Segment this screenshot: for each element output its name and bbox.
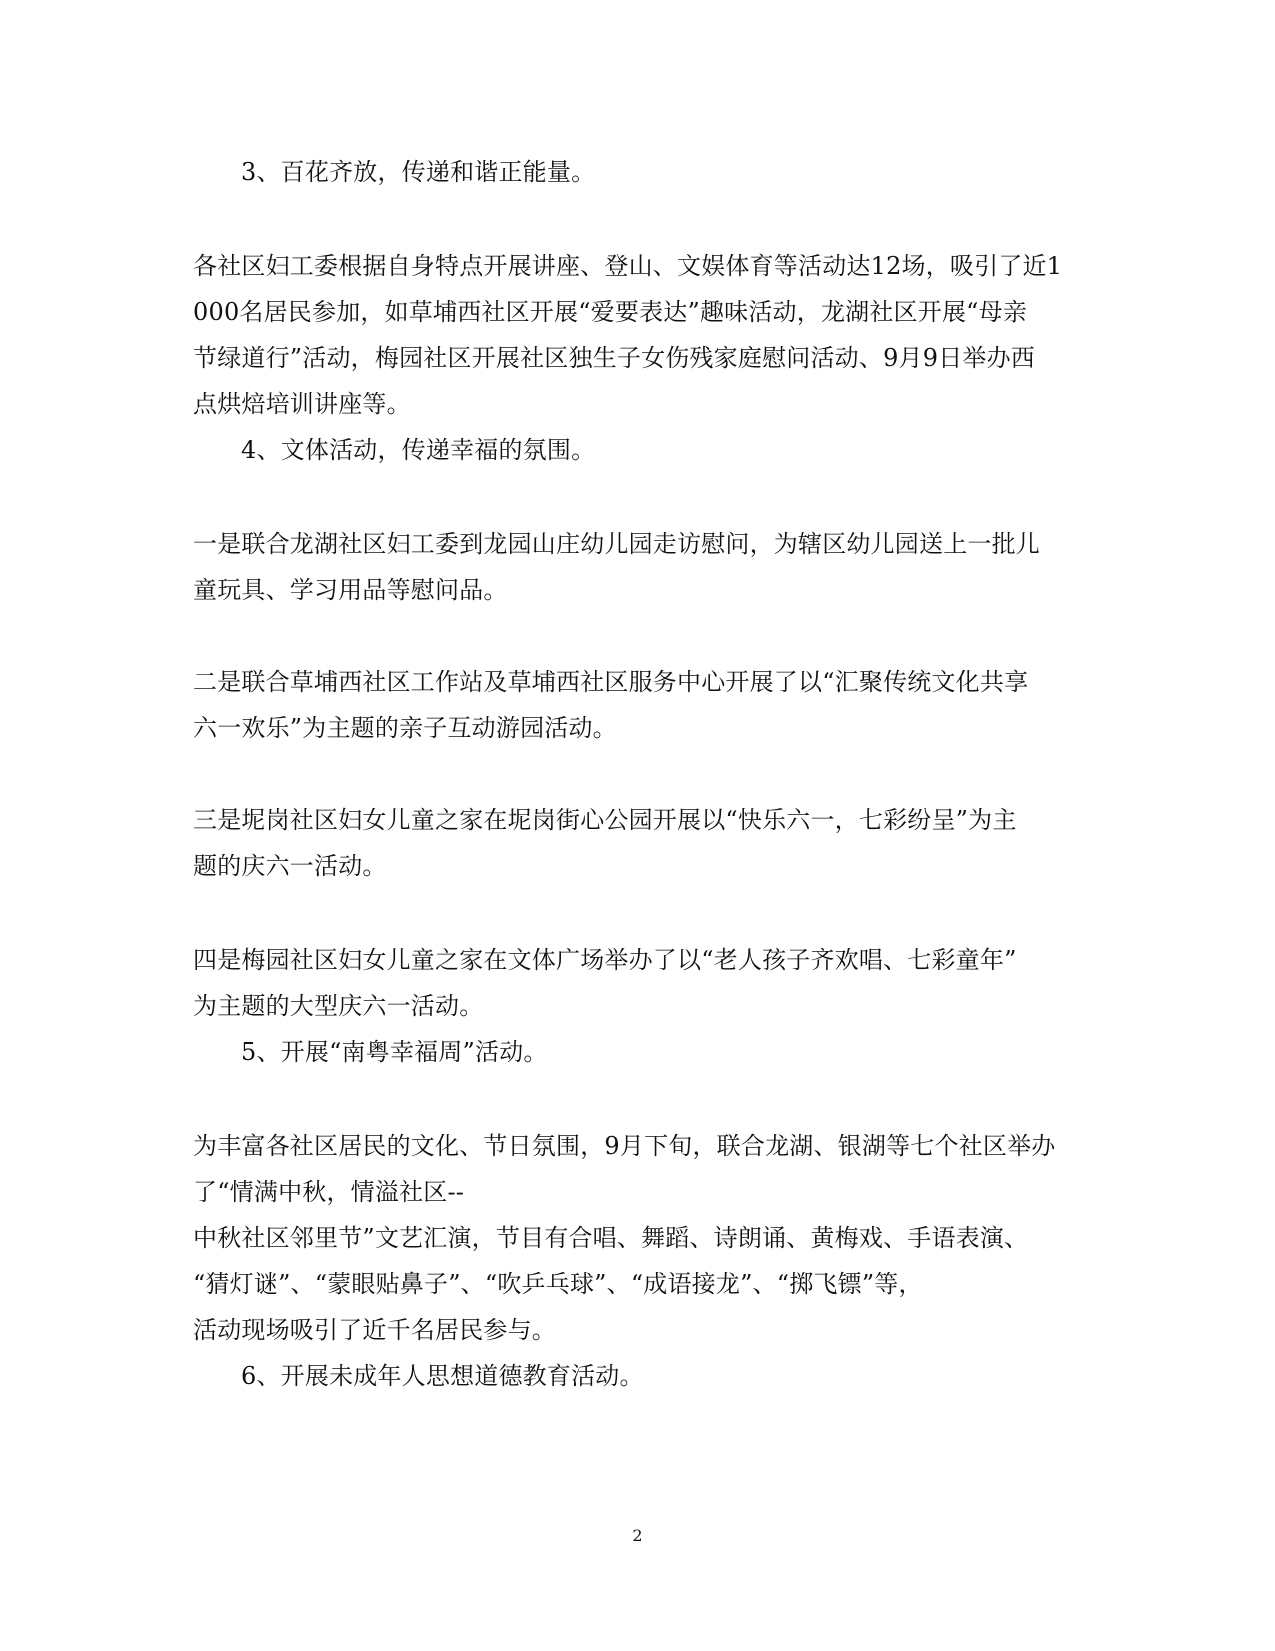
paragraph-line: 一是联合龙湖社区妇工委到龙园山庄幼儿园走访慰问，为辖区幼儿园送上一批儿 [193,530,1040,558]
section-heading-5: 5、开展“南粤幸福周”活动。 [241,1038,548,1066]
paragraph-line: 中秋社区邻里节”文艺汇演，节目有合唱、舞蹈、诗朗诵、黄梅戏、手语表演、 [193,1224,1029,1252]
paragraph-line: 各社区妇工委根据自身特点开展讲座、登山、文娱体育等活动达12场，吸引了近1 [193,252,1063,280]
paragraph-line: 为主题的大型庆六一活动。 [193,992,484,1020]
paragraph-line: “猜灯谜”、“蒙眼贴鼻子”、“吹乒乓球”、“成语接龙”、“掷飞镖”等， [193,1270,923,1298]
paragraph-line: 六一欢乐”为主题的亲子互动游园活动。 [193,714,617,742]
paragraph-line: 活动现场吸引了近千名居民参与。 [193,1316,556,1344]
section-heading-6: 6、开展未成年人思想道德教育活动。 [241,1362,644,1390]
paragraph-line: 为丰富各社区居民的文化、节日氛围，9月下旬，联合龙湖、银湖等七个社区举办 [193,1132,1056,1160]
section-heading-3: 3、百花齐放，传递和谐正能量。 [241,158,596,186]
paragraph-line: 题的庆六一活动。 [193,852,387,880]
paragraph-line: 童玩具、学习用品等慰问品。 [193,576,508,604]
page-number: 2 [632,1526,643,1545]
paragraph-line: 二是联合草埔西社区工作站及草埔西社区服务中心开展了以“汇聚传统文化共享 [193,668,1029,696]
paragraph-line: 节绿道行”活动，梅园社区开展社区独生子女伤残家庭慰问活动、9月9日举办西 [193,344,1036,372]
paragraph-line: 000名居民参加，如草埔西社区开展“爱要表达”趣味活动，龙湖社区开展“母亲 [193,298,1028,326]
paragraph-line: 三是坭岗社区妇女儿童之家在坭岗街心公园开展以“快乐六一，七彩纷呈”为主 [193,806,1017,834]
section-heading-4: 4、文体活动，传递幸福的氛围。 [241,436,596,464]
paragraph-line: 了“情满中秋，情溢社区-- [193,1178,465,1206]
paragraph-line: 点烘焙培训讲座等。 [193,390,411,418]
paragraph-line: 四是梅园社区妇女儿童之家在文体广场举办了以“老人孩子齐欢唱、七彩童年” [193,946,1017,974]
